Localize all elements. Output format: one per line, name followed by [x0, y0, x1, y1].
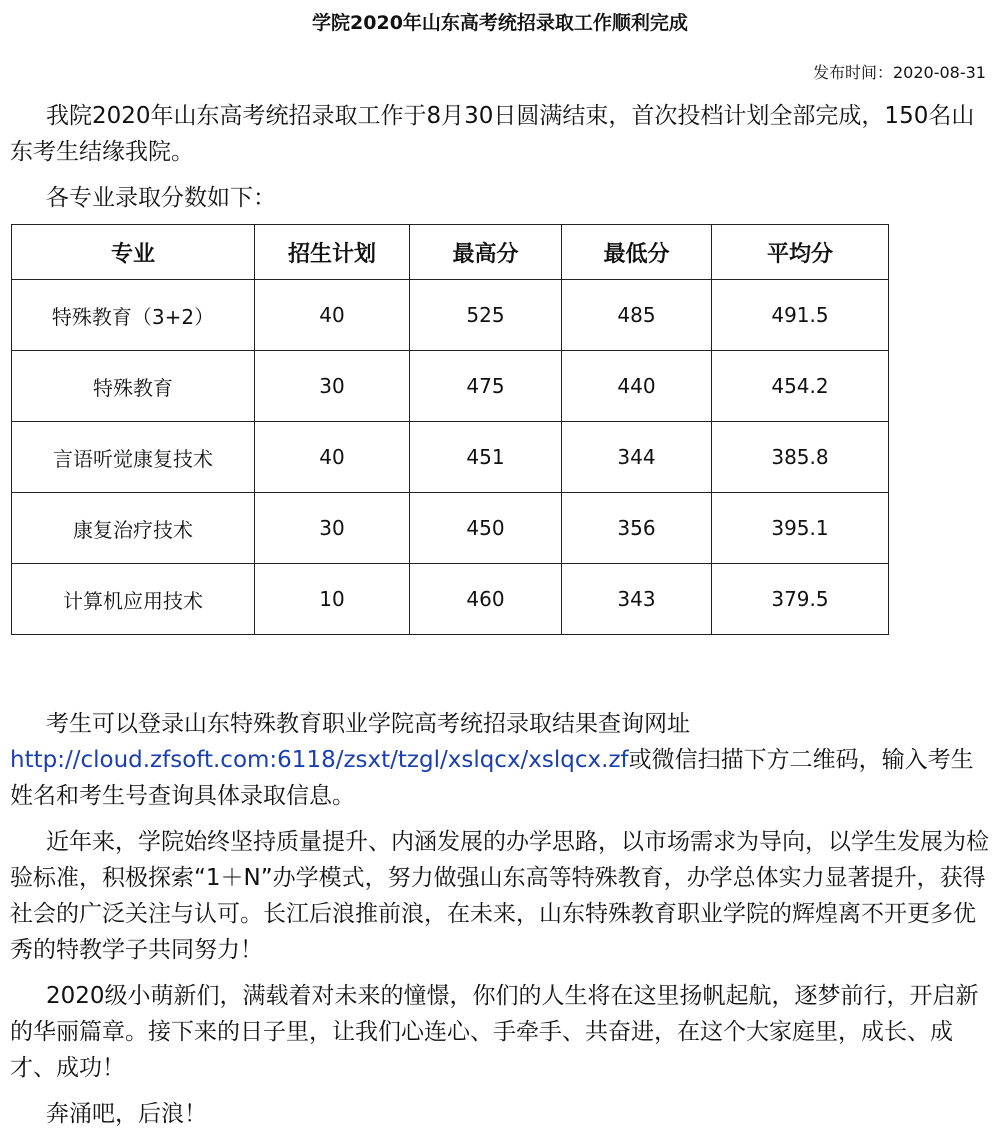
cell-plan: 30 — [255, 351, 410, 422]
development-paragraph: 近年来，学院始终坚持质量提升、内涵发展的办学思路，以市场需求为导向，以学生发展为检验标准，积极探索“1＋N”办学模式，努力做强山东高等特殊教育，办学总体实力显著提升，获得社会的广泛关注与认可。长江后浪推前浪，在未来，山东特殊教育职业学院的辉煌离不开更多优秀的特教学子共同努力！ — [10, 829, 989, 963]
publish-date: 发布时间：2020-08-31 — [813, 63, 986, 82]
header-plan: 招生计划 — [255, 225, 410, 280]
table-row — [12, 564, 889, 635]
cell-min-score: 343 — [562, 564, 712, 635]
cell-avg-score: 395.1 — [712, 493, 889, 564]
table-row — [12, 351, 889, 422]
table-row — [12, 493, 889, 564]
cell-min-score: 485 — [562, 280, 712, 351]
cell-max-score: 460 — [410, 564, 562, 635]
cell-avg-score: 379.5 — [712, 564, 889, 635]
cell-max-score: 451 — [410, 422, 562, 493]
cell-max-score: 525 — [410, 280, 562, 351]
cell-avg-score: 454.2 — [712, 351, 889, 422]
cell-min-score: 344 — [562, 422, 712, 493]
cell-plan: 10 — [255, 564, 410, 635]
page-title: 学院2020年山东高考统招录取工作顺利完成 — [312, 12, 688, 34]
header-avg-score: 平均分 — [712, 225, 889, 280]
table-row — [12, 280, 889, 351]
closing-line: 奔涌吧，后浪！ — [46, 1101, 207, 1127]
cell-plan: 40 — [255, 422, 410, 493]
header-major: 专业 — [12, 225, 255, 280]
header-max-score: 最高分 — [410, 225, 562, 280]
header-min-score: 最低分 — [562, 225, 712, 280]
cell-max-score: 475 — [410, 351, 562, 422]
cell-major: 计算机应用技术 — [12, 564, 255, 635]
cell-min-score: 356 — [562, 493, 712, 564]
cell-max-score: 450 — [410, 493, 562, 564]
table-caption: 各专业录取分数如下： — [46, 185, 276, 211]
query-url-link[interactable]: http://cloud.zfsoft.com:6118/zsxt/tzgl/xslqcx/xslqcx.zf — [10, 747, 629, 773]
cell-min-score: 440 — [562, 351, 712, 422]
cell-plan: 30 — [255, 493, 410, 564]
cell-plan: 40 — [255, 280, 410, 351]
cell-avg-score: 385.8 — [712, 422, 889, 493]
query-paragraph — [10, 706, 990, 814]
admission-score-table — [11, 224, 889, 635]
cell-major: 言语听觉康复技术 — [12, 422, 255, 493]
cell-major: 特殊教育 — [12, 351, 255, 422]
cell-major: 特殊教育（3+2） — [12, 280, 255, 351]
cell-major: 康复治疗技术 — [12, 493, 255, 564]
table-row — [12, 422, 889, 493]
query-text-after: 或微信扫描下方二维码，输入考生姓名和考生号查询具体录取信息。 — [10, 747, 974, 809]
welcome-paragraph: 2020级小萌新们，满载着对未来的憧憬，你们的人生将在这里扬帆起航，逐梦前行，开启新的华丽篇章。接下来的日子里，让我们心连心、手牵手、共奋进，在这个大家庭里，成长、成才、成功！ — [10, 983, 979, 1081]
query-text-before: 考生可以登录山东特殊教育职业学院高考统招录取结果查询网址 — [46, 711, 690, 737]
intro-paragraph: 我院2020年山东高考统招录取工作于8月30日圆满结束，首次投档计划全部完成，150名山东考生结缘我院。 — [10, 103, 975, 165]
cell-avg-score: 491.5 — [712, 280, 889, 351]
table-header-row — [12, 225, 889, 280]
